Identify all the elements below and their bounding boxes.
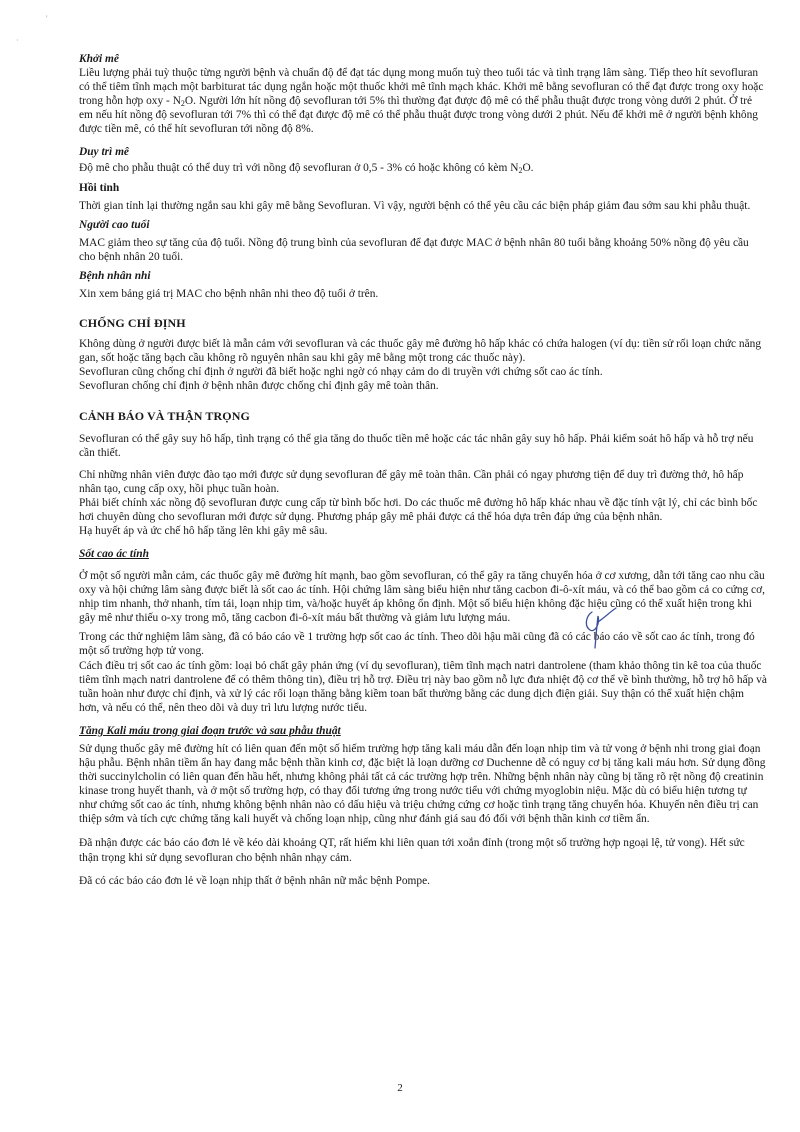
para-duy-tri: Độ mê cho phẫu thuật có thể duy trì với nồng độ sevofluran ở 0,5 - 3% có hoặc không có kèm $N_2O$. [79,162,534,176]
para-canh-bao-3: Phải biết chính xác nồng độ sevofluran được cung cấp từ bình bốc hơi. Do các thuốc mê đường hô hấp khác nhau về đặc tính vật lý, chỉ các bình bốc hơi chuyên dùng cho sevofluran mới được sử dụng. Phương pháp gây mê phải được cá thể hóa dựa trên đáp ứng của bệnh nhân. [79,496,758,523]
heading-hoi-tinh: Hồi tỉnh [79,181,120,194]
scan-speck: ' [46,14,48,23]
para-khoi-me: Liều lượng phải tuỳ thuộc từng người bệnh và chuẩn độ để đạt tác dụng mong muốn tuỳ theo tuổi tác và tình trạng lâm sàng. Tiếp theo hít sevofluran có thể tiêm tĩnh mạch một barbiturat tác dụng ngắn hoặc một thuốc khởi mê tĩnh mạch khác. Khởi mê bằng sevofluran có thể đạt được trong oxy hoặc trong hỗn hợp oxy - $N_2O$. Người lớn hít nồng độ sevofluran tới 5% thì thường đạt được độ mê có thể phẫu thuật được trong vòng dưới 2 phút. Ở trẻ em nếu hít nồng độ sevofluran tới 7% thì có thể đạt được độ mê có thể phẫu thuật được trong vòng dưới 2 phút. Nếu để khởi mê ở người bệnh không được tiền mê, có thể hít sevofluran tới nồng độ 8%. [79,67,764,136]
heading-benh-nhan-nhi: Bệnh nhân nhi [79,269,151,282]
document-page [79,46,767,888]
para-tang-kali-3: Đã có các báo cáo đơn lẻ về loạn nhịp thất ở bệnh nhân nữ mắc bệnh Pompe. [79,874,430,887]
handwritten-signature [578,604,620,652]
para-sot-cao-2: Trong các thử nghiệm lâm sàng, đã có báo cáo về 1 trường hợp sốt cao ác tính. Theo dõi hậu mãi cũng đã có các báo cáo về sốt cao ác tính, trong đó một số trường hợp tử vong. [79,631,755,658]
para-chong-chi-dinh-2: Sevofluran cũng chống chỉ định ở người đã biết hoặc nghi ngờ có nhạy cảm do di truyền với chứng sốt cao ác tính. [79,366,603,379]
para-chong-chi-dinh-1: Không dùng ở người được biết là mẫn cảm với sevofluran và các thuốc gây mê đường hô hấp khác có chứa halogen (ví dụ: tiền sử rối loạn chức năng gan, sốt hoặc tăng bạch cầu không rõ nguyên nhân sau khi gây mê bằng một trong các thuốc này). [79,337,762,365]
heading-canh-bao: CẢNH BÁO VÀ THẬN TRỌNG [79,409,250,424]
para-tang-kali-1: Sử dụng thuốc gây mê đường hít có liên quan đến một số hiếm trường hợp tăng kali máu dẫn đến loạn nhịp tim và tử vong ở bệnh nhi trong giai đoạn hậu phẫu. Bệnh nhân tiềm ẩn hay đang mắc bệnh thần kinh cơ, đặc biệt là loạn dưỡng cơ Duchenne dễ có nguy cơ bị tăng kali máu hơn. Sử dụng đồng thời succinylcholin có liên quan đến hầu hết, nhưng không phải tất cả các trường hợp trên. Những bệnh nhân này cũng bị tăng rõ rệt nồng độ creatinin kinase trong huyết thanh, và ở một số trường hợp, có thay đổi tương ứng trong nước tiểu với chứng myoglobin niệu. Mặc dù có biểu hiện tương tự như chứng sốt cao ác tính, nhưng không bệnh nhân nào có dấu hiệu và triệu chứng cứng cơ hoặc tình trạng tăng chuyển hóa. Khuyến nên điều trị can thiệp sớm và tích cực chứng tăng kali huyết và chống loạn nhịp, cũng như đánh giá sau đó đối với bệnh thần kinh cơ tiềm ẩn. [79,742,766,826]
heading-sot-cao: Sốt cao ác tính [79,547,149,560]
para-sot-cao-3: Cách điều trị sốt cao ác tính gồm: loại bỏ chất gây phản ứng (ví dụ sevofluran), tiêm tĩnh mạch natri dantrolene (tham khảo thông tin kê toa của thuốc tiêm tĩnh mạch natri dantrolene để có thêm thông tin), điều trị hỗ trợ. Điều trị này bao gồm nỗ lực đưa nhiệt độ cơ thể về bình thường, hỗ trợ hô hấp và tuần hoàn như được chỉ định, và xử lý các rối loạn thăng bằng kiềm toan bất thường bằng các dung dịch điện giải. Suy thận có thể xuất hiện chậm hơn, và nếu có thể, nên theo dõi và duy trì lưu lượng nước tiểu. [79,659,767,714]
para-nguoi-cao-tuoi: MAC giảm theo sự tăng của độ tuổi. Nồng độ trung bình của sevofluran để đạt được MAC ở bệnh nhân 80 tuổi bằng khoảng 50% nồng độ yêu cầu cho bệnh nhân 20 tuổi. [79,236,749,263]
para-canh-bao-1: Sevofluran có thể gây suy hô hấp, tình trạng có thể gia tăng do thuốc tiền mê hoặc các tác nhân gây suy hô hấp. Phải kiểm soát hô hấp và hỗ trợ nếu cần thiết. [79,433,754,460]
heading-chong-chi-dinh: CHỐNG CHỈ ĐỊNH [79,315,186,330]
para-benh-nhan-nhi: Xin xem bảng giá trị MAC cho bệnh nhân nhi theo độ tuổi ở trên. [79,287,379,300]
para-canh-bao-2: Chỉ những nhân viên được đào tạo mới được sử dụng sevofluran để gây mê toàn thân. Cần phải có ngay phương tiện để duy trì đường thở, hô hấp nhân tạo, cung cấp oxy, hồi phục tuần hoàn. [79,468,744,495]
para-chong-chi-dinh-3: Sevofluran chống chỉ định ở bệnh nhân được chống chỉ định gây mê toàn thân. [79,380,439,393]
page-number: 2 [397,1082,403,1094]
para-sot-cao-1: Ở một số người mẫn cảm, các thuốc gây mê đường hít mạnh, bao gồm sevofluran, có thể gây ra tăng chuyển hóa ở cơ xương, dẫn tới tăng cao nhu cầu oxy và hội chứng lâm sàng được biết là sốt cao ác tính. Hội chứng lâm sàng biểu hiện như tăng cacbon đi-ô-xít máu, và có thể bao gồm cả co cứng cơ, nhịp tim nhanh, thở nhanh, tím tái, loạn nhịp tim, và/hoặc huyết áp không ổn định. Một số biểu hiện không đặc hiệu cũng có thể xuất hiện trong khi gây mê như thiếu o-xy trong mô, tăng cacbon đi-ô-xít máu bất thường và giảm lưu lượng máu. [79,569,765,625]
para-tang-kali-2: Đã nhận được các báo cáo đơn lẻ về kéo dài khoảng QT, rất hiếm khi liên quan tới xoắn đỉnh (trong một số trường hợp ngoại lệ, tử vong). Hết sức thận trọng khi sử dụng sevofluran cho bệnh nhân nhạy cảm. [79,837,745,864]
para-canh-bao-4: Hạ huyết áp và ức chế hô hấp tăng lên khi gây mê sâu. [79,524,328,537]
heading-tang-kali: Tăng Kali máu trong giai đoạn trước và sau phẫu thuật [79,724,341,737]
heading-duy-tri: Duy trì mê [79,146,129,159]
scan-speck: · [16,36,19,45]
para-hoi-tinh: Thời gian tỉnh lại thường ngắn sau khi gây mê bằng Sevofluran. Vì vậy, người bệnh có thể yêu cầu các biện pháp giảm đau sớm sau khi phẫu thuật. [79,199,751,212]
heading-nguoi-cao-tuoi: Người cao tuổi [79,218,150,231]
heading-khoi-me: Khởi mê [79,53,119,65]
